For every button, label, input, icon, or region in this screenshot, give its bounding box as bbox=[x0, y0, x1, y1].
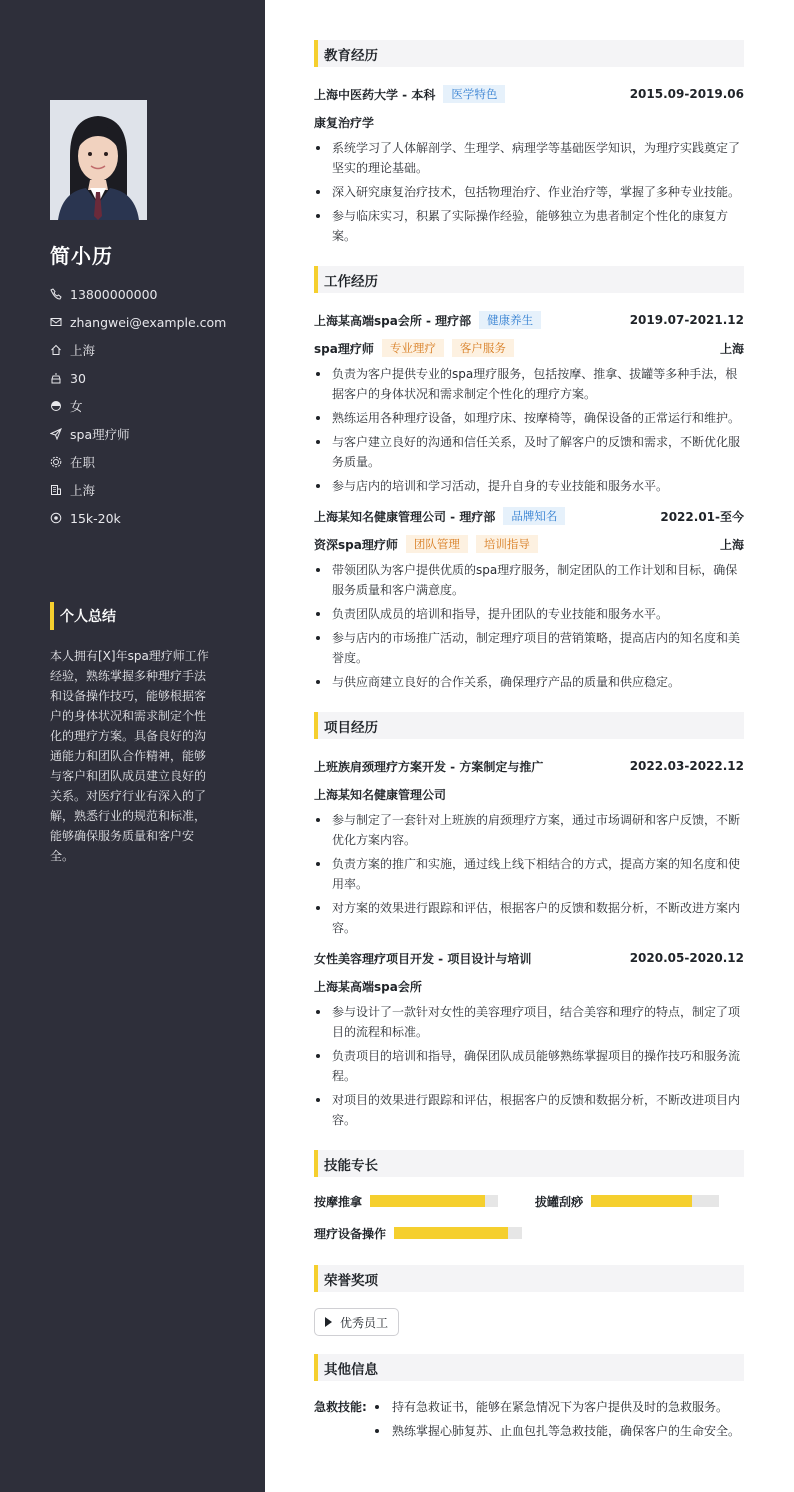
work-date: 2019.07-2021.12 bbox=[629, 313, 744, 327]
skill-bar bbox=[394, 1227, 522, 1239]
work-bullets bbox=[314, 364, 744, 496]
skill-name: 拔罐刮痧 bbox=[535, 1194, 584, 1209]
skill-bar bbox=[370, 1195, 498, 1207]
list-item: 参与店内的市场推广活动，制定理疗项目的营销策略，提高店内的知名度和美誉度。 bbox=[314, 628, 744, 668]
list-item: 深入研究康复治疗技术，包括物理治疗、作业治疗等，掌握了多种专业技能。 bbox=[314, 182, 744, 202]
skill-item bbox=[535, 1193, 719, 1209]
list-item: 与客户建立良好的沟通和信任关系，及时了解客户的反馈和需求，不断优化服务质量。 bbox=[314, 432, 744, 472]
list-item: 熟练运用各种理疗设备，如理疗床、按摩椅等，确保设备的正常运行和维护。 bbox=[314, 408, 744, 428]
work-location: 上海 bbox=[719, 537, 744, 552]
work-role-tag: 培训指导 bbox=[476, 535, 538, 553]
work-bullets bbox=[314, 560, 744, 692]
info-city bbox=[50, 476, 250, 504]
section-other-title: 其他信息 bbox=[314, 1354, 744, 1381]
work-role-tag: 团队管理 bbox=[406, 535, 468, 553]
skill-item bbox=[314, 1225, 522, 1241]
education-bullets bbox=[314, 138, 744, 246]
info-job bbox=[50, 420, 250, 448]
education-major: 康复治疗学 bbox=[314, 115, 375, 130]
project-org: 上海某高端spa会所 bbox=[314, 979, 422, 994]
work-company-tag: 品牌知名 bbox=[503, 507, 565, 525]
project-name: 女性美容理疗项目开发 - 项目设计与培训 bbox=[314, 951, 532, 966]
list-item: 熟练掌握心肺复苏、止血包扎等急救技能，确保客户的生命安全。 bbox=[372, 1421, 744, 1441]
play-icon bbox=[325, 1317, 332, 1327]
avatar bbox=[50, 100, 147, 220]
work-header bbox=[314, 506, 744, 526]
age-icon bbox=[50, 371, 70, 385]
status-icon bbox=[50, 455, 70, 469]
project-org: 上海某知名健康管理公司 bbox=[314, 787, 447, 802]
work-company: 上海某知名健康管理公司 - 理疗部 bbox=[314, 509, 496, 524]
project-org-row bbox=[314, 976, 744, 996]
work-role: spa理疗师 bbox=[314, 341, 374, 356]
section-education-title: 教育经历 bbox=[314, 40, 744, 67]
award-item[interactable] bbox=[314, 1308, 399, 1336]
list-item: 与供应商建立良好的合作关系，确保理疗产品的质量和供应稳定。 bbox=[314, 672, 744, 692]
work-company: 上海某高端spa会所 - 理疗部 bbox=[314, 313, 472, 328]
project-header bbox=[314, 756, 744, 776]
education-entry bbox=[314, 84, 744, 246]
work-role: 资深spa理疗师 bbox=[314, 537, 398, 552]
skill-item bbox=[314, 1193, 498, 1209]
skill-bar-fill bbox=[591, 1195, 692, 1207]
work-company-tag: 健康养生 bbox=[479, 311, 541, 329]
list-item: 负责项目的培训和指导，确保团队成员能够熟练掌握项目的操作技巧和服务流程。 bbox=[314, 1046, 744, 1086]
info-text: zhangwei@example.com bbox=[70, 314, 227, 330]
gender-icon bbox=[50, 399, 70, 413]
building-icon bbox=[50, 483, 70, 497]
info-text: 上海 bbox=[70, 483, 96, 498]
list-item: 负责为客户提供专业的spa理疗服务，包括按摩、推拿、拔罐等多种手法，根据客户的身体状况和需求制定个性化的理疗方案。 bbox=[314, 364, 744, 404]
education-major-row bbox=[314, 112, 744, 132]
avatar-photo bbox=[50, 100, 147, 220]
project-entry bbox=[314, 756, 744, 938]
contact-info-list bbox=[50, 280, 250, 532]
work-role-tag: 客户服务 bbox=[452, 339, 514, 357]
mail-icon bbox=[50, 315, 70, 329]
project-name: 上班族肩颈理疗方案开发 - 方案制定与推广 bbox=[314, 759, 544, 774]
info-text: 上海 bbox=[70, 343, 96, 358]
section-projects-title: 项目经历 bbox=[314, 712, 744, 739]
info-text: 女 bbox=[70, 399, 83, 414]
other-bullets bbox=[372, 1397, 744, 1445]
main-content bbox=[314, 40, 744, 1445]
skill-name: 理疗设备操作 bbox=[314, 1226, 387, 1241]
other-info-row bbox=[314, 1397, 744, 1445]
education-date: 2015.09-2019.06 bbox=[629, 87, 744, 101]
info-email bbox=[50, 308, 250, 336]
list-item: 参与设计了一款针对女性的美容理疗项目，结合美容和理疗的特点，制定了项目的流程和标准。 bbox=[314, 1002, 744, 1042]
project-bullets bbox=[314, 810, 744, 938]
summary-title: 个人总结 bbox=[50, 602, 116, 630]
work-date: 2022.01-至今 bbox=[660, 509, 744, 524]
info-home bbox=[50, 336, 250, 364]
list-item: 负责方案的推广和实施，通过线上线下相结合的方式，提高方案的知名度和使用率。 bbox=[314, 854, 744, 894]
skill-name: 按摩推拿 bbox=[314, 1194, 363, 1209]
list-item: 参与店内的培训和学习活动，提升自身的专业技能和服务水平。 bbox=[314, 476, 744, 496]
profile-name: 简小历 bbox=[50, 244, 113, 268]
project-header bbox=[314, 948, 744, 968]
home-icon bbox=[50, 343, 70, 357]
education-header bbox=[314, 84, 744, 104]
skill-bar-fill bbox=[394, 1227, 508, 1239]
info-gender bbox=[50, 392, 250, 420]
list-item: 参与临床实习，积累了实际操作经验，能够独立为患者制定个性化的康复方案。 bbox=[314, 206, 744, 246]
skills-list bbox=[314, 1193, 744, 1253]
work-role-row bbox=[314, 338, 744, 358]
info-status bbox=[50, 448, 250, 476]
education-tag: 医学特色 bbox=[443, 85, 505, 103]
list-item: 负责团队成员的培训和指导，提升团队的专业技能和服务水平。 bbox=[314, 604, 744, 624]
sidebar bbox=[0, 0, 265, 1492]
info-phone bbox=[50, 280, 250, 308]
project-org-row bbox=[314, 784, 744, 804]
skill-bar-fill bbox=[370, 1195, 485, 1207]
awards-list bbox=[314, 1308, 744, 1336]
list-item: 对项目的效果进行跟踪和评估，根据客户的反馈和数据分析，不断改进项目内容。 bbox=[314, 1090, 744, 1130]
project-date: 2022.03-2022.12 bbox=[629, 759, 744, 773]
list-item: 持有急救证书，能够在紧急情况下为客户提供及时的急救服务。 bbox=[372, 1397, 744, 1417]
work-role-tag: 专业理疗 bbox=[382, 339, 444, 357]
info-age bbox=[50, 364, 250, 392]
info-text: 13800000000 bbox=[70, 286, 158, 302]
list-item: 对方案的效果进行跟踪和评估，根据客户的反馈和数据分析，不断改进方案内容。 bbox=[314, 898, 744, 938]
work-entry bbox=[314, 506, 744, 692]
info-salary bbox=[50, 504, 250, 532]
other-label: 急救技能: bbox=[314, 1400, 367, 1414]
list-item: 参与制定了一套针对上班族的肩颈理疗方案，通过市场调研和客户反馈，不断优化方案内容。 bbox=[314, 810, 744, 850]
info-text: 15k-20k bbox=[70, 510, 121, 526]
section-skills-title: 技能专长 bbox=[314, 1150, 744, 1177]
send-icon bbox=[50, 427, 70, 441]
section-work-title: 工作经历 bbox=[314, 266, 744, 293]
salary-icon bbox=[50, 511, 70, 525]
list-item: 带领团队为客户提供优质的spa理疗服务，制定团队的工作计划和目标，确保服务质量和客户满意度。 bbox=[314, 560, 744, 600]
award-label: 优秀员工 bbox=[340, 1315, 389, 1330]
phone-icon bbox=[50, 287, 70, 301]
info-text: 在职 bbox=[70, 455, 96, 470]
skill-bar bbox=[591, 1195, 719, 1207]
work-header bbox=[314, 310, 744, 330]
summary-text: 本人拥有[X]年spa理疗师工作经验，熟练掌握多种理疗手法和设备操作技巧，能够根据客户的身体状况和需求制定个性化的理疗方案。具备良好的沟通能力和团队合作精神，能够与客户和团队成员建立良好的关系。对医疗行业有深入的了解，熟悉行业的规范和标准，能够确保服务质量和客户安全。 bbox=[50, 649, 209, 863]
work-entry bbox=[314, 310, 744, 496]
section-awards-title: 荣誉奖项 bbox=[314, 1265, 744, 1292]
project-date: 2020.05-2020.12 bbox=[629, 951, 744, 965]
info-text: 30 bbox=[70, 370, 86, 386]
info-text: spa理疗师 bbox=[70, 427, 130, 442]
list-item: 系统学习了人体解剖学、生理学、病理学等基础医学知识，为理疗实践奠定了坚实的理论基础。 bbox=[314, 138, 744, 178]
work-role-row bbox=[314, 534, 744, 554]
project-bullets bbox=[314, 1002, 744, 1130]
work-location: 上海 bbox=[719, 341, 744, 356]
education-school: 上海中医药大学 - 本科 bbox=[314, 87, 436, 102]
project-entry bbox=[314, 948, 744, 1130]
